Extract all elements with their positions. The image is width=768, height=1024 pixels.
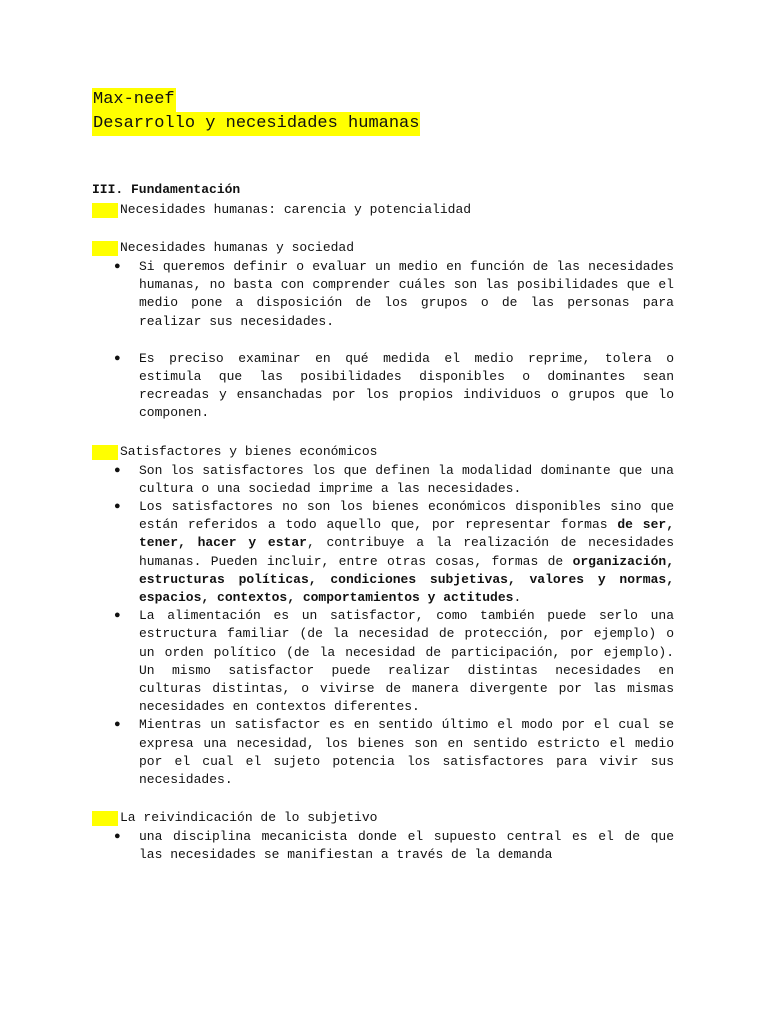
- highlight-marker: [92, 445, 118, 460]
- document-body: [92, 180, 674, 865]
- document-title: [92, 88, 420, 136]
- subheading-necesidades-carencia: Necesidades humanas: carencia y potencialidad: [92, 200, 674, 220]
- subheading-necesidades-sociedad: Necesidades humanas y sociedad: [92, 238, 674, 258]
- list-item: ● Es preciso examinar en qué medida el medio reprime, tolera o estimula que las posibilidades disponibles o dominantes sean recreadas y ensanchadas por los propios individuos o grupos que lo componen.: [92, 350, 674, 423]
- highlight-marker: [92, 203, 118, 218]
- subheading-satisfactores: Satisfactores y bienes económicos: [92, 442, 674, 462]
- highlight-marker: [92, 241, 118, 256]
- bullet-list-sociedad: [92, 258, 674, 331]
- highlight-marker: [92, 811, 118, 826]
- subheading-subjetivo: La reivindicación de lo subjetivo: [92, 808, 674, 828]
- bullet-list-subjetivo: [92, 828, 674, 864]
- list-item: ● Mientras un satisfactor es en sentido último el modo por el cual se expresa una necesidad, los bienes son en sentido estricto el medio por el cual el sujeto potencia los satisfactores para vivir sus necesidades.: [92, 716, 674, 789]
- title-subject: Desarrollo y necesidades humanas: [92, 112, 420, 136]
- list-item: ● Los satisfactores no son los bienes económicos disponibles sino que están referidos a todo aquello que, por representar formas de ser, tener, hacer y estar, contribuye a la realización de necesidades humanas. Pueden incluir, entre otras cosas, formas de organización, estructuras políticas, condiciones subjetivas, valores y normas, espacios, contextos, comportamientos y actitudes.: [92, 498, 674, 607]
- title-author: Max-neef: [92, 88, 176, 112]
- bullet-list-sociedad-2: [92, 350, 674, 423]
- list-item: ● La alimentación es un satisfactor, como también puede serlo una estructura familiar (de la necesidad de protección, por ejemplo) o un orden político (de la necesidad de participación, por ejemplo). Un mismo satisfactor puede realizar distintas necesidades en culturas distintas, o vivirse de manera divergente por las mismas necesidades en contextos diferentes.: [92, 607, 674, 716]
- list-item: ● Si queremos definir o evaluar un medio en función de las necesidades humanas, no basta con comprender cuáles son las posibilidades que el medio pone a disposición de los grupos o de las personas para realizar sus necesidades.: [92, 258, 674, 331]
- list-item: ● Son los satisfactores los que definen la modalidad dominante que una cultura o una sociedad imprime a las necesidades.: [92, 462, 674, 498]
- bullet-list-satisfactores: [92, 462, 674, 790]
- bold-phrase: organización, estructuras políticas, condiciones subjetivas, valores y normas, espacios, contextos, comportamientos y actitudes: [139, 553, 674, 606]
- section-heading: III. Fundamentación: [92, 182, 241, 197]
- bold-phrase: de ser, tener, hacer y estar: [139, 517, 674, 551]
- list-item: ● una disciplina mecanicista donde el supuesto central es el de que las necesidades se manifiestan a través de la demanda: [92, 828, 674, 864]
